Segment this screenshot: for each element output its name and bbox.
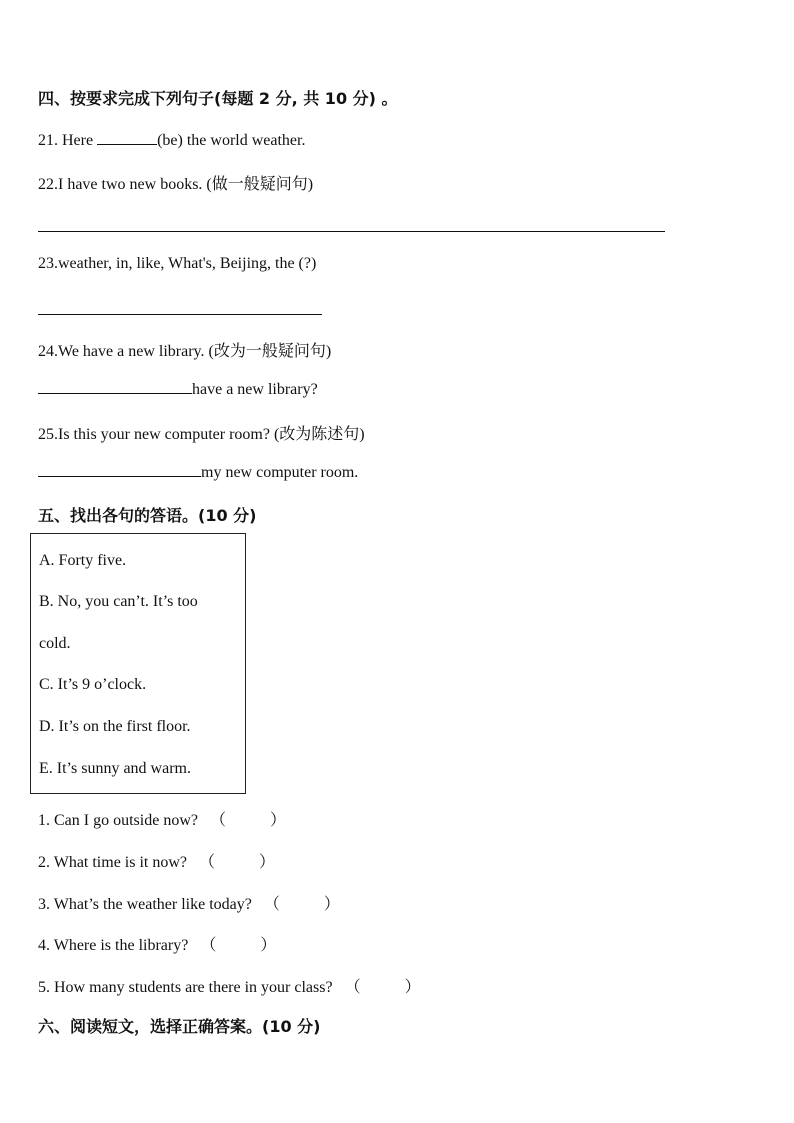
question-21-prefix: 21. Here bbox=[38, 132, 98, 149]
section-5-heading: 五、找出各句的答语。(10 分) bbox=[38, 506, 257, 525]
answer-24 bbox=[38, 379, 318, 399]
match-question-2-text: 2. What time is it now? bbox=[38, 854, 188, 871]
answer-paren-2[interactable] bbox=[199, 849, 275, 872]
paren-open: （ bbox=[199, 854, 216, 871]
match-question-1 bbox=[38, 807, 286, 830]
answer-25 bbox=[38, 462, 358, 482]
match-question-3 bbox=[38, 891, 340, 914]
answer-paren-1[interactable] bbox=[210, 807, 286, 830]
option-d: D. It’s on the first floor. bbox=[39, 718, 191, 735]
answer-paren-4[interactable] bbox=[200, 932, 276, 955]
question-25: 25.Is this your new computer room? (改为陈述句) bbox=[38, 426, 365, 443]
paren-open: （ bbox=[344, 979, 361, 996]
paren-close: ） bbox=[270, 812, 287, 829]
paren-open: （ bbox=[200, 937, 217, 954]
match-question-4 bbox=[38, 932, 276, 955]
match-question-5-text: 5. How many students are there in your class? bbox=[38, 979, 333, 996]
question-21-suffix: (be) the world weather. bbox=[157, 132, 306, 149]
option-b: B. No, you can’t. It’s too bbox=[39, 593, 198, 610]
paren-close: ） bbox=[404, 979, 421, 996]
section-6-heading: 六、阅读短文，选择正确答案。(10 分) bbox=[38, 1017, 321, 1036]
answer-blank-25[interactable] bbox=[38, 462, 201, 477]
options-box bbox=[30, 533, 246, 794]
answer-line-22[interactable] bbox=[38, 231, 665, 232]
paren-open: （ bbox=[263, 896, 280, 913]
answer-24-suffix: have a new library? bbox=[192, 381, 318, 398]
paren-close: ） bbox=[323, 896, 340, 913]
answer-25-suffix: my new computer room. bbox=[201, 464, 359, 481]
option-b-continued: cold. bbox=[39, 635, 71, 652]
question-23: 23.weather, in, like, What's, Beijing, the (?) bbox=[38, 255, 317, 272]
answer-paren-5[interactable] bbox=[345, 974, 421, 997]
match-question-2 bbox=[38, 849, 275, 872]
option-a: A. Forty five. bbox=[39, 552, 127, 569]
match-question-1-text: 1. Can I go outside now? bbox=[38, 812, 198, 829]
option-c: C. It’s 9 o’clock. bbox=[39, 676, 147, 693]
answer-blank-21[interactable] bbox=[97, 130, 157, 145]
paren-open: （ bbox=[209, 812, 226, 829]
answer-line-23[interactable] bbox=[38, 314, 322, 315]
question-24: 24.We have a new library. (改为一般疑问句) bbox=[38, 343, 332, 360]
paren-close: ） bbox=[260, 937, 277, 954]
paren-close: ） bbox=[259, 854, 276, 871]
section-4-heading: 四、按要求完成下列句子(每题 2 分, 共 10 分) 。 bbox=[38, 89, 398, 108]
match-question-4-text: 4. Where is the library? bbox=[38, 937, 189, 954]
question-22: 22.I have two new books. (做一般疑问句) bbox=[38, 176, 314, 193]
option-e: E. It’s sunny and warm. bbox=[39, 760, 191, 777]
answer-paren-3[interactable] bbox=[264, 891, 340, 914]
answer-blank-24[interactable] bbox=[38, 379, 192, 394]
match-question-5 bbox=[38, 974, 421, 997]
question-21 bbox=[38, 130, 305, 150]
match-question-3-text: 3. What’s the weather like today? bbox=[38, 896, 252, 913]
